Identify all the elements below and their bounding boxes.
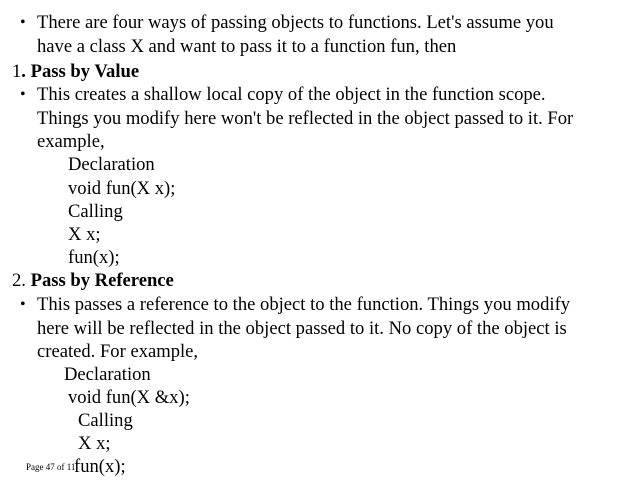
section2-title: Pass by Reference (30, 270, 174, 291)
bullet-icon: • (20, 14, 26, 31)
section2-text-line: This passes a reference to the object to the function. Things you modify (37, 294, 571, 315)
section1-text-line: This creates a shallow local copy of the object in the function scope. (37, 84, 546, 105)
section2-code-line: Calling (78, 410, 133, 431)
bullet-icon: • (20, 86, 26, 103)
section2-text-line: here will be reflected in the object passed to it. No copy of the object is (37, 318, 567, 339)
intro-line-2: have a class X and want to pass it to a function fun, then (37, 36, 457, 57)
bullet-icon: • (20, 296, 26, 313)
section2-code-line: X x; (78, 433, 111, 454)
section1-code-line: fun(x); (68, 247, 120, 268)
page-number: Page 47 of 11 (26, 462, 76, 472)
intro-line-1: There are four ways of passing objects to functions. Let's assume you (37, 12, 554, 33)
section2-text-line: created. For example, (37, 341, 199, 362)
section1-heading (12, 61, 139, 83)
section2-code-line: fun(x); (74, 456, 126, 477)
section1-title: . Pass by Value (21, 61, 140, 82)
section1-text-line: example, (37, 131, 105, 152)
section1-text-line: Things you modify here won't be reflected in the object passed to it. For (37, 108, 574, 129)
section1-code-line: X x; (68, 224, 101, 245)
section1-number: 1 (12, 61, 22, 82)
section2-heading (12, 270, 174, 292)
section2-code-line: void fun(X &x); (68, 387, 190, 408)
section2-number: 2. (12, 270, 31, 291)
section1-code-line: Declaration (68, 154, 155, 175)
section1-code-line: Calling (68, 201, 123, 222)
section2-code-line: Declaration (64, 364, 151, 385)
section1-code-line: void fun(X x); (68, 178, 176, 199)
